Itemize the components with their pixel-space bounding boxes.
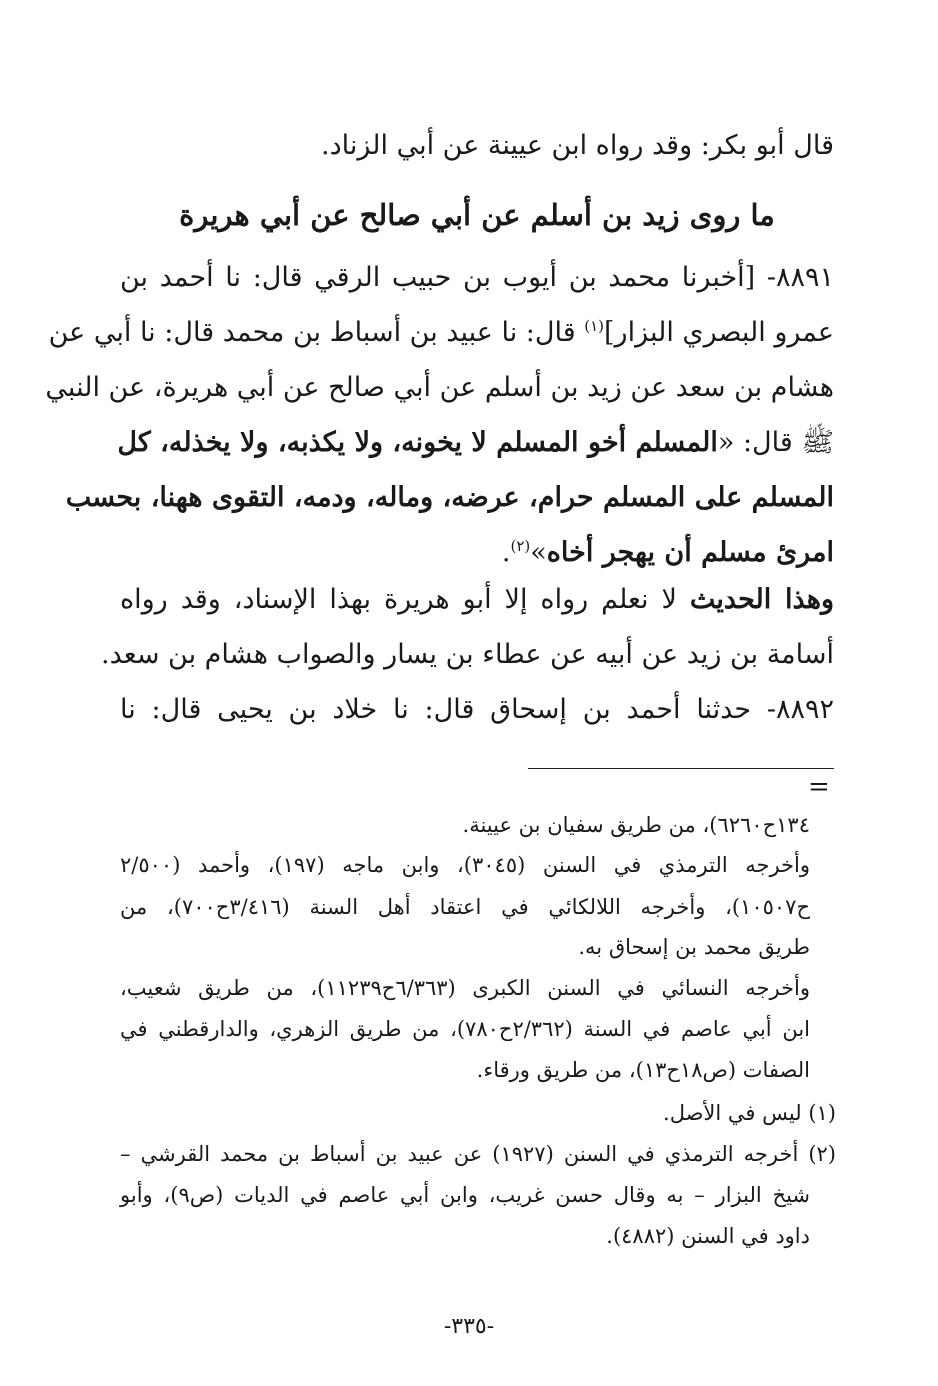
footnote-line: الصفات (ص١٨ح١٣)، من طريق ورقاء. bbox=[476, 1058, 810, 1082]
page-number: -٣٣٥- bbox=[443, 1314, 495, 1339]
text-line: أسامة بن زيد عن أبيه عن عطاء بن يسار والصواب هشام بن سعد. bbox=[101, 639, 834, 670]
footnote-line: وأخرجه الترمذي في السنن (٣٠٤٥)، وابن ماجه (١٩٧)، وأحمد (٢/٥٠٠ bbox=[120, 853, 811, 877]
footnote-line: داود في السنن (٤٨٨٢). bbox=[606, 1224, 810, 1248]
footnote-separator bbox=[528, 768, 834, 769]
text-line: ٨٨٩١- [أخبرنا محمد بن أيوب بن حبيب الرقي قال: نا أحمد بن bbox=[120, 262, 834, 293]
footnote-line: طريق محمد بن إسحاق به. bbox=[578, 935, 810, 959]
hadith-text: المسلم على المسلم حرام، عرضه، وماله، ودمه، التقوى ههنا، بحسب bbox=[65, 482, 834, 513]
footnote-line: وأخرجه النسائي في السنن الكبرى (٦/٣٦٣ح١١٢٣٩)، من طريق شعيب، bbox=[120, 976, 810, 1000]
hadith-text: المسلم أخو المسلم لا يخونه، ولا يكذبه، ولا يخذله، كل bbox=[117, 427, 718, 458]
footnote-1: (١) ليس في الأصل. bbox=[663, 1101, 836, 1125]
intro-line: قال أبو بكر: وقد رواه ابن عيينة عن أبي الزناد. bbox=[321, 130, 834, 161]
footnote-ref-1: (١) bbox=[584, 317, 604, 335]
text-line: هشام بن سعد عن زيد بن أسلم عن أبي صالح عن أبي هريرة، عن النبي bbox=[45, 372, 834, 403]
footnote-line: ١٣٤ح٦٢٦٠)، من طريق سفيان بن عيينة. bbox=[462, 813, 810, 837]
footnote-line: شيخ البزار – به وقال حسن غريب، وابن أبي عاصم في الديات (ص٩)، وأبو bbox=[120, 1183, 810, 1207]
footnote-ref-2: (٢) bbox=[510, 537, 531, 555]
text-line: وهذا الحديث لا نعلم رواه إلا أبو هريرة بهذا الإسناد، وقد رواه bbox=[120, 584, 834, 615]
text-line: ﷺ قال: «المسلم أخو المسلم لا يخونه، ولا يكذبه، ولا يخذله، كل bbox=[117, 427, 834, 458]
text-line: عمرو البصري البزار]$^{(١)}$ قال: نا عبيد بن أسباط بن محمد قال: نا أبي عن bbox=[48, 317, 834, 348]
footnote-2: (٢) أخرجه الترمذي في السنن (١٩٢٧) عن عبيد بن أسباط بن محمد القرشي – bbox=[120, 1142, 836, 1166]
section-heading: ما روى زيد بن أسلم عن أبي صالح عن أبي هريرة bbox=[179, 198, 775, 232]
footnote-line: ح١٠٥٠٧)، وأخرجه اللالكائي في اعتقاد أهل السنة (٣/٤١٦ح٧٠٠)، من bbox=[120, 895, 811, 919]
text-line: امرئ مسلم أن يهجر أخاه»$^{(٢)}$. bbox=[501, 537, 834, 568]
footnote-line: ابن أبي عاصم في السنة (٢/٣٦٢ح٧٨٠)، من طريق الزهري، والدارقطني في bbox=[120, 1017, 810, 1041]
hadith-8892-line: ٨٨٩٢- حدثنا أحمد بن إسحاق قال: نا خلاد بن يحيى قال: نا bbox=[120, 694, 834, 725]
commentary-lead: وهذا الحديث bbox=[689, 584, 834, 615]
continuation-mark: = bbox=[808, 772, 830, 802]
hadith-text: امرئ مسلم أن يهجر أخاه bbox=[546, 537, 834, 568]
